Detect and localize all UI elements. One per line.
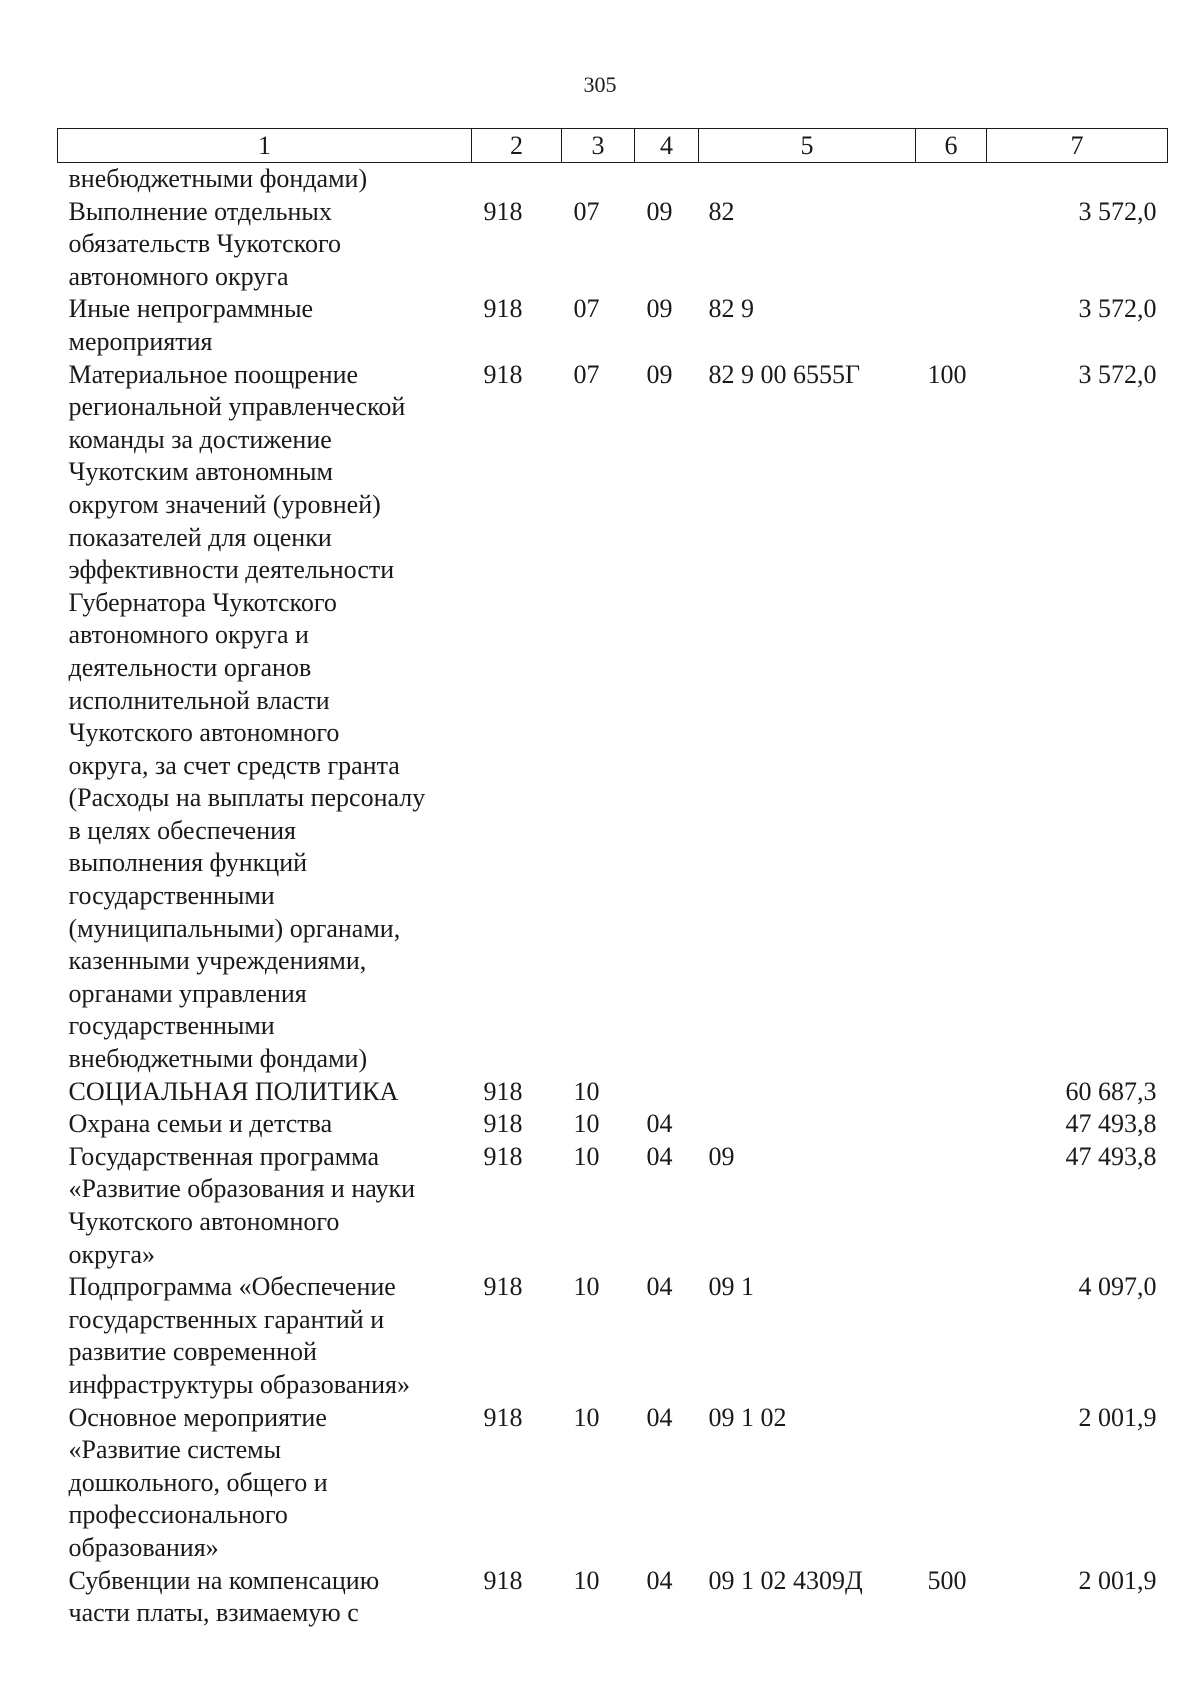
table-row [58,293,1168,358]
row-cell-c2: 918 [483,359,523,389]
budget-table [57,128,1168,1630]
header-row [58,129,1168,163]
row-name-cell [58,163,472,196]
header-col-7: 7 [987,129,1168,163]
row-cell-c7: 47 493,8 [1065,1141,1157,1171]
header-col-2: 2 [472,129,562,163]
header-col-4: 4 [635,129,699,163]
row-cell-c7: 60 687,3 [1065,1076,1157,1106]
row-name-line: Государственная программа [68,1141,380,1171]
row-cell-c4: 04 [646,1109,673,1139]
row-name-cell [58,293,472,358]
table-header [58,129,1168,163]
row-name-line: Чукотского автономного [68,718,340,748]
row-cell-c5: 82 9 00 6555Г [708,359,861,389]
row-cell-c5: 09 1 [708,1272,754,1302]
row-name-line: органами управления [68,978,307,1008]
row-cell-c4: 09 [646,359,673,389]
row-name-line: команды за достижение [68,424,332,454]
row-name-line: внебюджетными фондами) [68,164,368,193]
table-row [58,1141,1168,1271]
row-name-line: Материальное поощрение [68,359,359,389]
row-name-line: Выполнение отдельных [68,196,332,226]
row-cell-c4 [635,163,699,196]
row-name-cell [58,1565,472,1630]
row-name-line: показателей для оценки [68,522,332,552]
row-name-line: «Развитие системы [68,1435,282,1465]
row-name-line: в целях обеспечения [68,815,296,845]
row-name-line: образования» [68,1532,219,1562]
table-body [58,163,1168,1630]
row-name-line: внебюджетными фондами) [68,1044,368,1074]
table-row [58,1402,1168,1565]
row-name-line: автономного округа [68,261,289,291]
row-cell-c2 [472,163,562,196]
row-cell-c7: 3 572,0 [1078,294,1157,324]
row-name-line: деятельности органов [68,652,312,682]
row-cell-c5: 82 9 [708,294,754,324]
table-row [58,1108,1168,1141]
row-name-line: профессионального [68,1500,288,1530]
row-name-cell [58,1076,472,1109]
row-name-cell [58,359,472,1076]
row-name-line: Охрана семьи и детства [68,1109,333,1139]
row-name-line: Подпрограмма «Обеспечение [68,1272,396,1302]
row-cell-c5: 09 [708,1141,735,1171]
row-name-line: (Расходы на выплаты персоналу [68,783,426,813]
row-cell-c2: 918 [483,1565,523,1595]
row-cell-c3: 10 [573,1272,600,1302]
row-cell-c6 [916,1076,987,1109]
row-name-line: Иные непрограммные [68,294,314,324]
row-cell-c5 [699,1108,916,1141]
table-row [58,359,1168,1076]
row-name-cell [58,1141,472,1271]
table-row [58,1565,1168,1630]
row-cell-c6: 100 [927,359,967,389]
row-name-line: округа» [68,1239,155,1269]
row-name-line: мероприятия [68,326,213,356]
row-cell-c6 [916,1141,987,1271]
row-name-line: региональной управленческой [68,392,406,422]
row-cell-c4: 04 [646,1141,673,1171]
header-col-6: 6 [916,129,987,163]
row-cell-c5: 82 [708,196,735,226]
row-name-line: государственными [68,1011,275,1041]
row-cell-c2: 918 [483,1076,523,1106]
table-row [58,1076,1168,1109]
row-cell-c6 [916,1402,987,1565]
row-cell-c2: 918 [483,294,523,324]
table-row [58,1271,1168,1401]
row-cell-c6 [916,293,987,358]
row-name-line: развитие современной [68,1337,317,1367]
row-cell-c7 [987,163,1168,196]
row-cell-c4 [635,1076,699,1109]
row-cell-c2: 918 [483,1141,523,1171]
row-cell-c3: 07 [573,359,600,389]
row-cell-c4: 04 [646,1402,673,1432]
row-name-line: государственными [68,881,275,911]
row-cell-c7: 4 097,0 [1078,1272,1157,1302]
row-name-line: округа, за счет средств гранта [68,750,400,780]
row-cell-c6 [916,1271,987,1401]
row-cell-c7: 3 572,0 [1078,359,1157,389]
row-cell-c6 [916,196,987,294]
row-cell-c2: 918 [483,1272,523,1302]
header-col-3: 3 [562,129,635,163]
row-name-line: дошкольного, общего и [68,1467,328,1497]
row-name-line: Чукотским автономным [68,457,333,487]
row-cell-c7: 47 493,8 [1065,1109,1157,1139]
page-number: 305 [583,72,617,97]
row-name-line: инфраструктуры образования» [68,1369,411,1399]
row-cell-c6 [916,163,987,196]
row-name-cell [58,1108,472,1141]
row-cell-c3: 10 [573,1076,600,1106]
row-name-line: (муниципальными) органами, [68,913,401,943]
row-cell-c7: 2 001,9 [1078,1565,1157,1595]
row-cell-c6: 500 [927,1565,967,1595]
row-name-line: Чукотского автономного [68,1207,340,1236]
table-row [58,196,1168,294]
row-name-line: государственных гарантий и [68,1304,385,1334]
row-name-line: исполнительной власти [68,685,330,715]
row-cell-c3: 10 [573,1109,600,1139]
row-name-line: Губернатора Чукотского [68,587,337,617]
row-name-line: выполнения функций [68,848,308,878]
row-name-line: Основное мероприятие [68,1402,327,1432]
row-name-line: обязательств Чукотского [68,229,342,259]
row-cell-c5: 09 1 02 4309Д [708,1565,863,1595]
row-cell-c4: 04 [646,1272,673,1302]
row-cell-c3 [562,163,635,196]
header-col-5: 5 [699,129,916,163]
row-cell-c2: 918 [483,1109,523,1139]
row-cell-c4: 09 [646,294,673,324]
row-cell-c5: 09 1 02 [708,1402,787,1432]
row-cell-c4: 04 [646,1565,673,1595]
row-name-line: эффективности деятельности [68,555,395,585]
table-row [58,163,1168,196]
row-cell-c4: 09 [646,196,673,226]
row-name-line: «Развитие образования и науки [68,1174,416,1204]
row-cell-c5 [699,163,916,196]
row-cell-c7: 2 001,9 [1078,1402,1157,1432]
row-name-line: Субвенции на компенсацию [68,1565,380,1595]
row-cell-c7: 3 572,0 [1078,196,1157,226]
row-cell-c5 [699,1076,916,1109]
row-cell-c2: 918 [483,1402,523,1432]
row-name-cell [58,1271,472,1401]
row-name-line: казенными учреждениями, [68,946,367,976]
row-name-line: СОЦИАЛЬНАЯ ПОЛИТИКА [68,1076,399,1106]
row-cell-c3: 10 [573,1141,600,1171]
row-name-line: автономного округа и [68,620,309,650]
row-name-cell [58,196,472,294]
row-name-line: части платы, взимаемую с [68,1598,359,1628]
header-col-1: 1 [58,129,472,163]
row-cell-c6 [916,1108,987,1141]
row-cell-c3: 07 [573,196,600,226]
row-cell-c3: 07 [573,294,600,324]
row-cell-c2: 918 [483,196,523,226]
row-cell-c3: 10 [573,1565,600,1595]
row-name-line: округом значений (уровней) [68,489,381,519]
row-name-cell [58,1402,472,1565]
row-cell-c3: 10 [573,1402,600,1432]
